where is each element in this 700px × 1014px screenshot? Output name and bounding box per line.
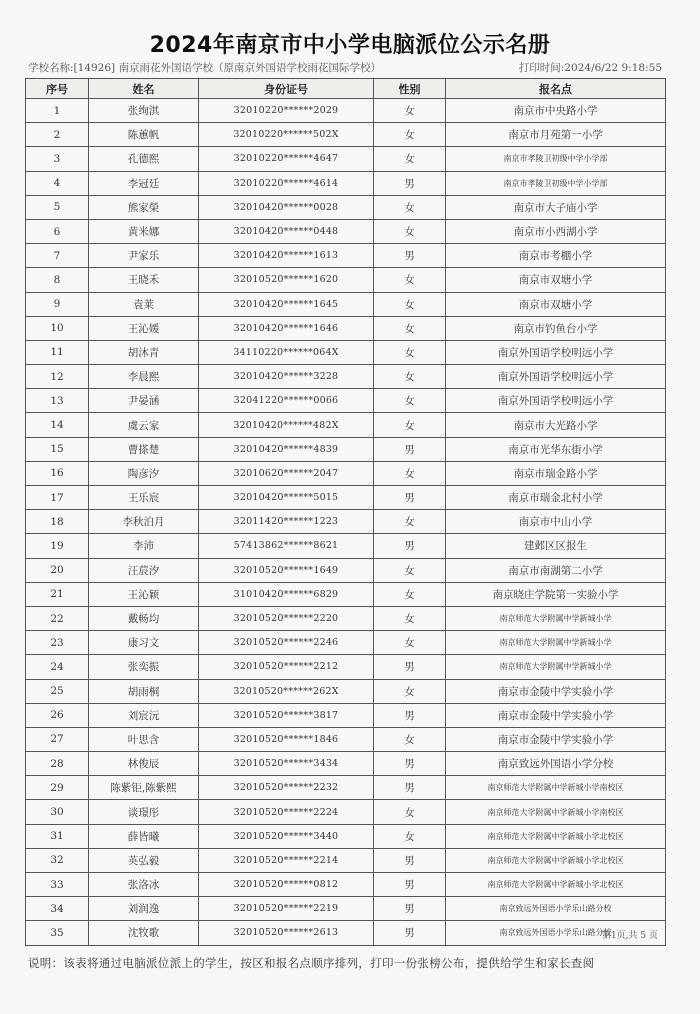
cell-sex: 男	[374, 703, 446, 727]
cell-id: 34110220******064X	[199, 340, 374, 364]
table-row	[26, 292, 666, 316]
school-info	[28, 60, 381, 75]
cell-id: 32010520******2224	[199, 800, 374, 824]
cell-no: 31	[26, 824, 89, 848]
table-row	[26, 534, 666, 558]
table-row	[26, 897, 666, 921]
cell-name: 熊家榮	[89, 195, 199, 219]
cell-id: 32010420******1613	[199, 244, 374, 268]
table-row	[26, 340, 666, 364]
cell-sex: 女	[374, 195, 446, 219]
cell-point: 南京致远外国语小学乐山路分校	[446, 921, 666, 945]
cell-no: 8	[26, 268, 89, 292]
cell-point: 南京市南湖第二小学	[446, 558, 666, 582]
cell-sex: 女	[374, 461, 446, 485]
cell-no: 28	[26, 752, 89, 776]
cell-no: 17	[26, 486, 89, 510]
table-row	[26, 655, 666, 679]
table-row	[26, 679, 666, 703]
table-header-row	[26, 79, 666, 99]
table-row	[26, 195, 666, 219]
cell-no: 26	[26, 703, 89, 727]
cell-sex: 女	[374, 606, 446, 630]
cell-point: 南京市瑞金北村小学	[446, 486, 666, 510]
cell-id: 32010520******2219	[199, 897, 374, 921]
column-header-sex: 性别	[374, 79, 446, 99]
cell-point: 南京市孝陵卫初级中学小学部	[446, 147, 666, 171]
cell-point: 南京外国语学校明远小学	[446, 340, 666, 364]
cell-id: 32010520******1846	[199, 727, 374, 751]
cell-point: 南京市大子庙小学	[446, 195, 666, 219]
table-row	[26, 268, 666, 292]
cell-name: 李秋泊月	[89, 510, 199, 534]
print-value: 2024/6/22 9:18:55	[564, 62, 662, 74]
cell-sex: 男	[374, 437, 446, 461]
cell-id: 32010520******2214	[199, 848, 374, 872]
cell-id: 32010520******2246	[199, 631, 374, 655]
cell-no: 15	[26, 437, 89, 461]
cell-no: 13	[26, 389, 89, 413]
cell-no: 30	[26, 800, 89, 824]
page-indicator: 第1页,共 5 页	[601, 931, 658, 941]
cell-sex: 男	[374, 655, 446, 679]
cell-sex: 女	[374, 413, 446, 437]
cell-id: 32010520******3434	[199, 752, 374, 776]
table-row	[26, 171, 666, 195]
table-row	[26, 413, 666, 437]
cell-point: 南京致远外国语小学分校	[446, 752, 666, 776]
cell-id: 32010420******482X	[199, 413, 374, 437]
cell-id: 32010620******2047	[199, 461, 374, 485]
cell-sex: 男	[374, 171, 446, 195]
table-row	[26, 389, 666, 413]
cell-sex: 女	[374, 727, 446, 751]
table-row	[26, 606, 666, 630]
cell-no: 9	[26, 292, 89, 316]
cell-no: 11	[26, 340, 89, 364]
cell-id: 32041220******0066	[199, 389, 374, 413]
cell-point: 南京致远外国语小学乐山路分校	[446, 897, 666, 921]
table-row	[26, 365, 666, 389]
cell-sex: 男	[374, 752, 446, 776]
cell-no: 24	[26, 655, 89, 679]
cell-sex: 女	[374, 558, 446, 582]
cell-sex: 男	[374, 897, 446, 921]
cell-name: 孔德熙	[89, 147, 199, 171]
cell-point: 南京市金陵中学实验小学	[446, 679, 666, 703]
cell-name: 戴畅均	[89, 606, 199, 630]
cell-name: 王晓禾	[89, 268, 199, 292]
table-row	[26, 437, 666, 461]
cell-id: 31010420******6829	[199, 582, 374, 606]
cell-no: 29	[26, 776, 89, 800]
cell-point: 南京市钓鱼台小学	[446, 316, 666, 340]
cell-name: 王沁媛	[89, 316, 199, 340]
cell-name: 袁莱	[89, 292, 199, 316]
page-title: 2024年南京市中小学电脑派位公示名册	[149, 33, 551, 58]
cell-no: 23	[26, 631, 89, 655]
table-row	[26, 219, 666, 243]
cell-id: 32010220******502X	[199, 123, 374, 147]
column-header-id: 身份证号	[199, 79, 374, 99]
cell-no: 16	[26, 461, 89, 485]
table-row	[26, 316, 666, 340]
cell-no: 22	[26, 606, 89, 630]
cell-no: 3	[26, 147, 89, 171]
cell-id: 32010220******4614	[199, 171, 374, 195]
table-row	[26, 558, 666, 582]
cell-sex: 男	[374, 921, 446, 945]
table-row	[26, 99, 666, 123]
cell-sex: 男	[374, 486, 446, 510]
cell-sex: 男	[374, 534, 446, 558]
table-row	[26, 848, 666, 872]
table-row	[26, 123, 666, 147]
cell-sex: 女	[374, 824, 446, 848]
cell-name: 刘润逸	[89, 897, 199, 921]
cell-no: 35	[26, 921, 89, 945]
cell-id: 32010520******2232	[199, 776, 374, 800]
cell-sex: 女	[374, 147, 446, 171]
cell-no: 12	[26, 365, 89, 389]
cell-id: 32010420******1645	[199, 292, 374, 316]
cell-id: 57413862******8621	[199, 534, 374, 558]
cell-sex: 女	[374, 219, 446, 243]
cell-no: 21	[26, 582, 89, 606]
cell-point: 南京市中山小学	[446, 510, 666, 534]
cell-point: 南京市中央路小学	[446, 99, 666, 123]
cell-point: 南京市考棚小学	[446, 244, 666, 268]
cell-point: 南京师范大学附属中学新城小学南校区	[446, 776, 666, 800]
cell-name: 张奕振	[89, 655, 199, 679]
cell-point: 南京师范大学附属中学新城小学北校区	[446, 848, 666, 872]
cell-no: 2	[26, 123, 89, 147]
cell-name: 黄米娜	[89, 219, 199, 243]
cell-point: 建邺区区报生	[446, 534, 666, 558]
cell-point: 南京市瑞金路小学	[446, 461, 666, 485]
table-row	[26, 244, 666, 268]
cell-name: 曹搽楚	[89, 437, 199, 461]
footnote: 说明：该表将通过电脑派位派上的学生，按区和报名点顺序排列，打印一份张榜公布，提供给学生和家长查阅	[28, 956, 595, 970]
cell-id: 32010520******1649	[199, 558, 374, 582]
cell-no: 32	[26, 848, 89, 872]
cell-no: 4	[26, 171, 89, 195]
cell-id: 32010420******1646	[199, 316, 374, 340]
cell-point: 南京外国语学校明远小学	[446, 365, 666, 389]
cell-name: 尹晏涵	[89, 389, 199, 413]
cell-point: 南京市月苑第一小学	[446, 123, 666, 147]
cell-no: 25	[26, 679, 89, 703]
cell-name: 李晨熙	[89, 365, 199, 389]
cell-name: 胡沐青	[89, 340, 199, 364]
cell-point: 南京市小西湖小学	[446, 219, 666, 243]
cell-sex: 女	[374, 679, 446, 703]
table-row	[26, 703, 666, 727]
cell-point: 南京市金陵中学实验小学	[446, 703, 666, 727]
table-row	[26, 582, 666, 606]
cell-sex: 男	[374, 873, 446, 897]
cell-name: 陶彦汐	[89, 461, 199, 485]
cell-sex: 女	[374, 123, 446, 147]
cell-id: 32010520******1620	[199, 268, 374, 292]
column-header-name: 姓名	[89, 79, 199, 99]
cell-sex: 女	[374, 292, 446, 316]
cell-id: 32011420******1223	[199, 510, 374, 534]
cell-sex: 女	[374, 268, 446, 292]
cell-no: 33	[26, 873, 89, 897]
cell-no: 10	[26, 316, 89, 340]
cell-name: 胡雨桐	[89, 679, 199, 703]
school-label: 学校名称:	[28, 62, 74, 74]
cell-name: 刘宸沅	[89, 703, 199, 727]
table-row	[26, 147, 666, 171]
cell-point: 南京师范大学附属中学新城小学	[446, 631, 666, 655]
cell-no: 5	[26, 195, 89, 219]
cell-point: 南京市孝陵卫初级中学小学部	[446, 171, 666, 195]
cell-no: 20	[26, 558, 89, 582]
cell-point: 南京市双塘小学	[446, 268, 666, 292]
cell-id: 32010220******4647	[199, 147, 374, 171]
cell-name: 沈牧歌	[89, 921, 199, 945]
cell-no: 6	[26, 219, 89, 243]
cell-name: 张洛冰	[89, 873, 199, 897]
cell-point: 南京晓庄学院第一实验小学	[446, 582, 666, 606]
cell-name: 虞云家	[89, 413, 199, 437]
cell-point: 南京市大光路小学	[446, 413, 666, 437]
cell-point: 南京师范大学附属中学新城小学南校区	[446, 800, 666, 824]
cell-sex: 女	[374, 510, 446, 534]
table-row	[26, 631, 666, 655]
cell-name: 陈蕙帆	[89, 123, 199, 147]
cell-id: 32010520******2613	[199, 921, 374, 945]
cell-name: 康习文	[89, 631, 199, 655]
print-label: 打印时间:	[518, 62, 565, 74]
cell-id: 32010520******3440	[199, 824, 374, 848]
table-row	[26, 873, 666, 897]
cell-name: 英弘毅	[89, 848, 199, 872]
cell-id: 32010420******0448	[199, 219, 374, 243]
cell-sex: 女	[374, 316, 446, 340]
cell-sex: 女	[374, 582, 446, 606]
cell-id: 32010520******262X	[199, 679, 374, 703]
table-row	[26, 727, 666, 751]
cell-id: 32010520******3817	[199, 703, 374, 727]
cell-name: 尹家乐	[89, 244, 199, 268]
column-header-no: 序号	[26, 79, 89, 99]
cell-name: 薛皆曦	[89, 824, 199, 848]
school-value: [14926] 南京雨花外国语学校（原南京外国语学校雨花国际学校）	[73, 62, 381, 74]
cell-name: 王乐宸	[89, 486, 199, 510]
cell-sex: 男	[374, 244, 446, 268]
cell-sex: 男	[374, 776, 446, 800]
cell-no: 34	[26, 897, 89, 921]
cell-name: 陈紫钜,陈紫熙	[89, 776, 199, 800]
allocation-table	[25, 78, 666, 946]
cell-id: 32010220******2029	[199, 99, 374, 123]
cell-sex: 女	[374, 365, 446, 389]
cell-point: 南京师范大学附属中学新城小学北校区	[446, 824, 666, 848]
cell-name: 叶思含	[89, 727, 199, 751]
cell-name: 张绚淇	[89, 99, 199, 123]
table-row	[26, 921, 666, 945]
table-row	[26, 486, 666, 510]
cell-id: 32010520******2220	[199, 606, 374, 630]
cell-name: 李冠廷	[89, 171, 199, 195]
cell-point: 南京师范大学附属中学新城小学北校区	[446, 873, 666, 897]
cell-point: 南京师范大学附属中学新城小学	[446, 655, 666, 679]
cell-id: 32010420******0028	[199, 195, 374, 219]
cell-name: 汪莀汐	[89, 558, 199, 582]
table-row	[26, 800, 666, 824]
cell-name: 李沛	[89, 534, 199, 558]
cell-point: 南京市金陵中学实验小学	[446, 727, 666, 751]
cell-no: 27	[26, 727, 89, 751]
cell-id: 32010420******5015	[199, 486, 374, 510]
cell-no: 7	[26, 244, 89, 268]
table-row	[26, 776, 666, 800]
table-row	[26, 824, 666, 848]
cell-point: 南京市双塘小学	[446, 292, 666, 316]
cell-no: 19	[26, 534, 89, 558]
cell-no: 14	[26, 413, 89, 437]
cell-point: 南京外国语学校明远小学	[446, 389, 666, 413]
cell-sex: 女	[374, 800, 446, 824]
cell-point: 南京师范大学附属中学新城小学	[446, 606, 666, 630]
cell-sex: 女	[374, 389, 446, 413]
table-row	[26, 510, 666, 534]
cell-no: 1	[26, 99, 89, 123]
cell-id: 32010420******4839	[199, 437, 374, 461]
cell-sex: 女	[374, 340, 446, 364]
cell-id: 32010520******0812	[199, 873, 374, 897]
cell-id: 32010420******3228	[199, 365, 374, 389]
cell-id: 32010520******2212	[199, 655, 374, 679]
cell-sex: 女	[374, 631, 446, 655]
cell-sex: 男	[374, 848, 446, 872]
table-row	[26, 752, 666, 776]
table-row	[26, 461, 666, 485]
print-time	[519, 60, 662, 75]
cell-no: 18	[26, 510, 89, 534]
cell-sex: 女	[374, 99, 446, 123]
cell-name: 谈璟彤	[89, 800, 199, 824]
cell-name: 林俊辰	[89, 752, 199, 776]
cell-point: 南京市光华东街小学	[446, 437, 666, 461]
column-header-point: 报名点	[446, 79, 666, 99]
cell-name: 王沁颖	[89, 582, 199, 606]
